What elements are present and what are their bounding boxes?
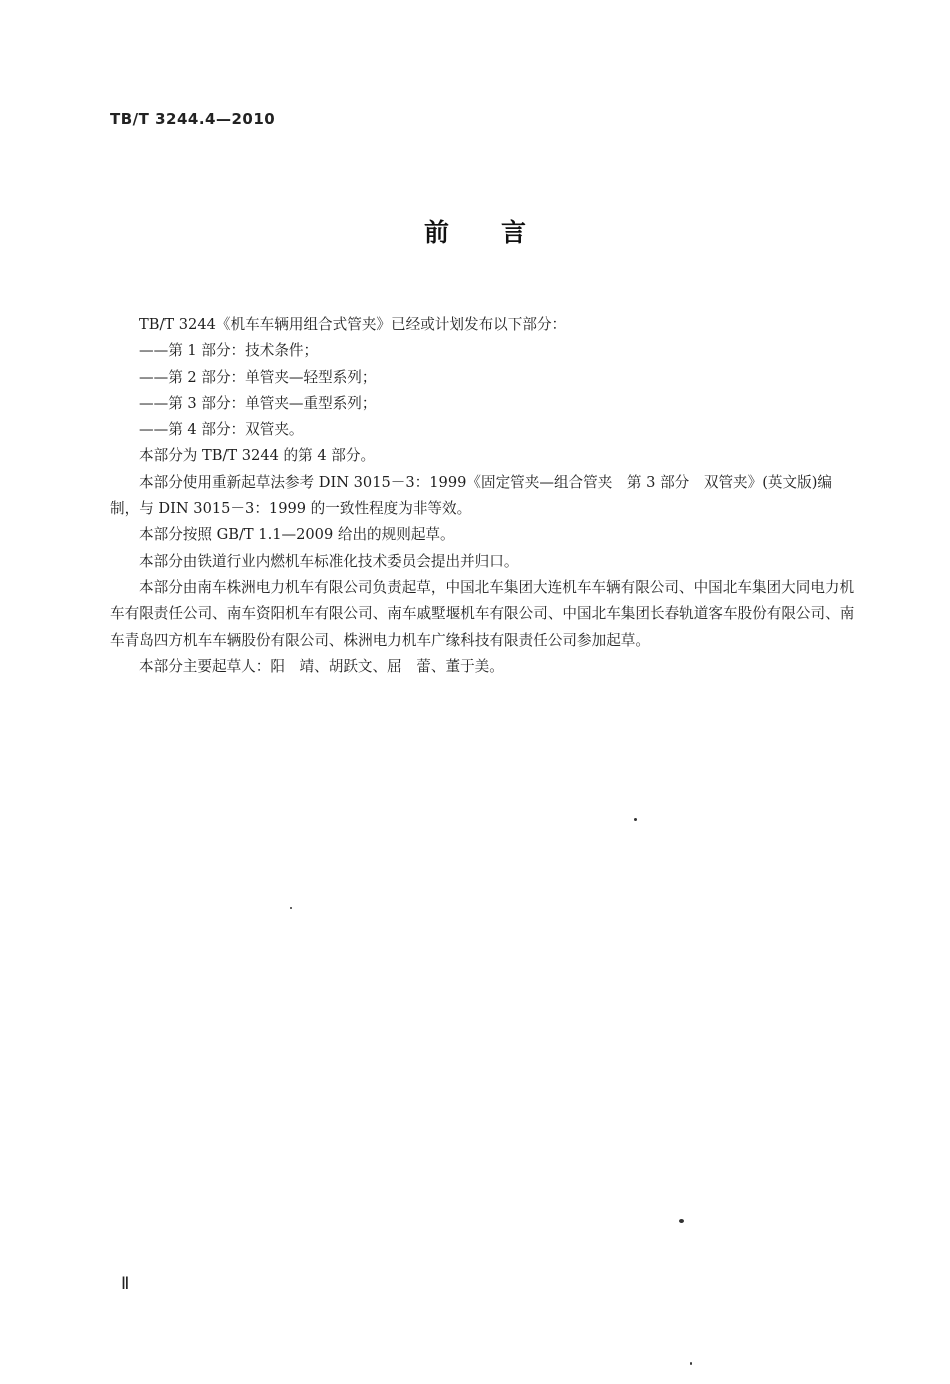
document-code: TB/T 3244.4—2010 (110, 110, 276, 128)
paragraph: 本部分按照 GB/T 1.1—2009 给出的规则起草。 (139, 526, 455, 544)
page-number: Ⅱ (121, 1274, 130, 1293)
paragraph: 本部分由铁道行业内燃机车标准化技术委员会提出并归口。 (139, 552, 519, 570)
scan-speck (290, 907, 292, 909)
scan-speck (690, 1362, 692, 1365)
paragraph: 本部分主要起草人：阳 靖、胡跃文、屈 蕾、董于美。 (139, 657, 504, 675)
foreword-body (110, 312, 860, 680)
paragraph: 本部分为 TB/T 3244 的第 4 部分。 (139, 447, 376, 465)
list-item: ——第 3 部分：单管夹—重型系列； (139, 394, 377, 412)
scan-speck (679, 1219, 684, 1223)
list-item: ——第 1 部分：技术条件； (139, 342, 319, 360)
scan-speck (634, 818, 637, 821)
list-item: ——第 2 部分：单管夹—轻型系列； (139, 368, 377, 386)
intro-paragraph: TB/T 3244《机车车辆用组合式管夹》已经或计划发布以下部分： (139, 316, 567, 333)
paragraph: 本部分使用重新起草法参考 DIN 3015－3：1999《固定管夹—组合管夹 第 3 部分 双管夹》(英文版)编制，与 DIN 3015－3：1999 的一致性程度为非等效。 (110, 473, 832, 518)
paragraph: 本部分由南车株洲电力机车有限公司负责起草，中国北车集团大连机车车辆有限公司、中国北车集团大同电力机车有限责任公司、南车资阳机车有限公司、南车戚墅堰机车有限公司、中国北车集团长春轨道客车股份有限公司、南车青岛四方机车车辆股份有限公司、株洲电力机车广缘科技有限责任公司参加起草。 (110, 578, 855, 649)
page-title: 前言 (423, 218, 578, 247)
list-item: ——第 4 部分：双管夹。 (139, 421, 304, 439)
